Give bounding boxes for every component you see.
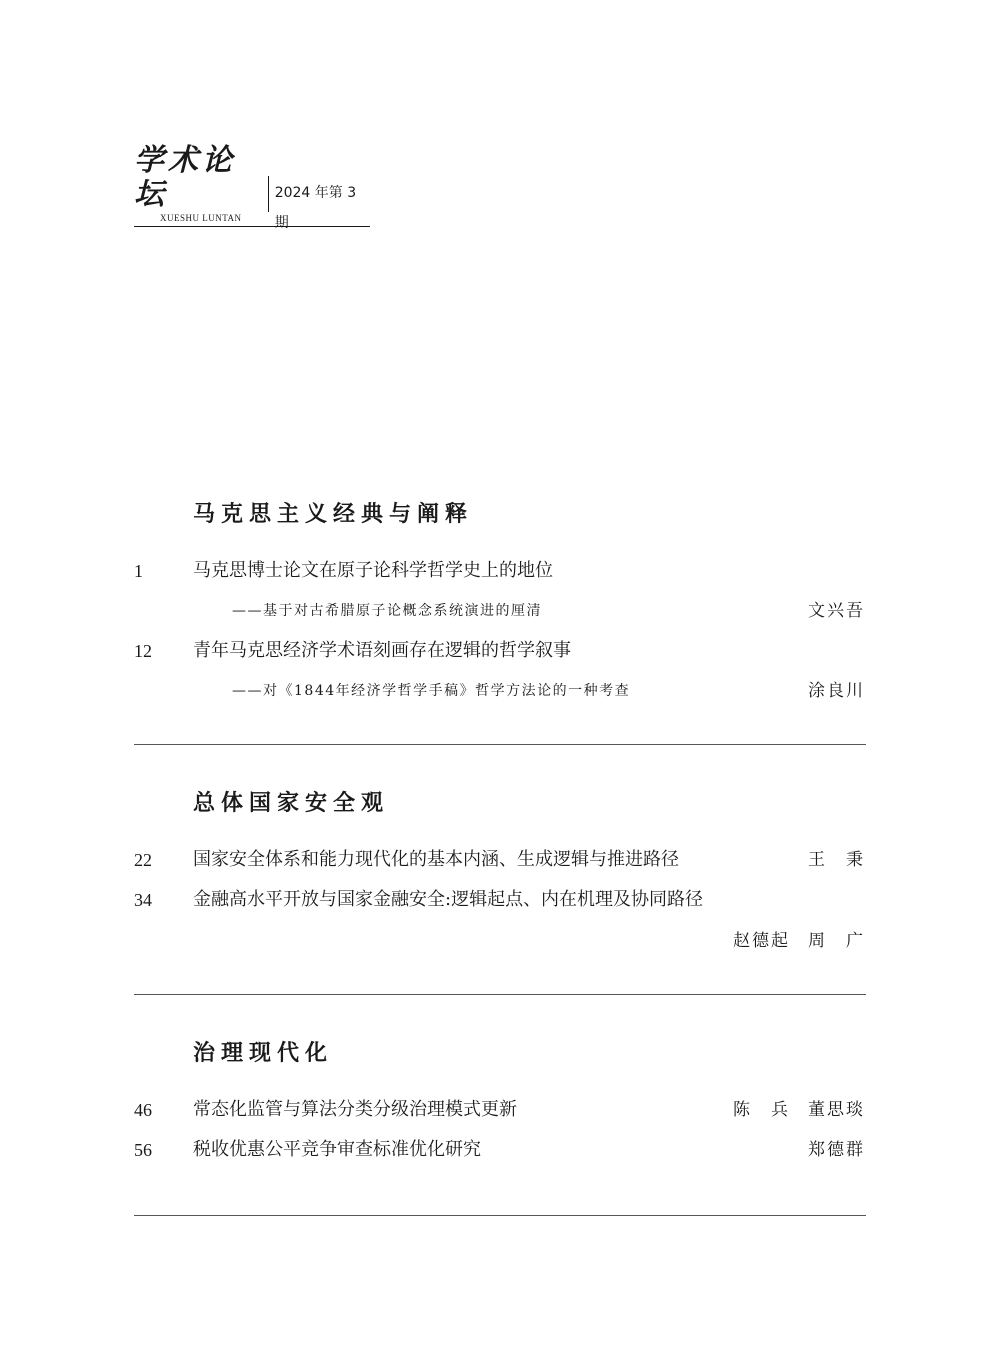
article-title[interactable]: 马克思博士论文在原子论科学哲学史上的地位 [193,560,553,581]
article-title[interactable]: 青年马克思经济学术语刻画存在逻辑的哲学叙事 [193,640,571,661]
article-title[interactable]: 国家安全体系和能力现代化的基本内涵、生成逻辑与推进路径 [193,849,679,870]
journal-pinyin: XUESHU LUNTAN [160,213,242,223]
masthead-divider [268,176,269,212]
article-page-number: 56 [134,1140,152,1160]
article-title[interactable]: 金融高水平开放与国家金融安全:逻辑起点、内在机理及协同路径 [193,889,704,910]
article-author: 周 广 [808,931,865,951]
article-author: 郑德群 [808,1140,865,1160]
article-author: 赵德起 [733,931,790,951]
article-page-number: 1 [134,561,143,581]
section-divider [134,1215,866,1216]
article-page-number: 34 [134,890,152,910]
article-author: 董思琰 [808,1100,865,1120]
article-subtitle: ——对《1844年经济学哲学手稿》哲学方法论的一种考查 [232,683,631,699]
section-divider [134,744,866,745]
journal-masthead [134,143,370,231]
journal-logo: 学术论坛 [134,143,236,212]
section-title: 马克思主义经典与阐释 [193,501,474,527]
article-title[interactable]: 税收优惠公平竞争审查标准优化研究 [193,1139,481,1160]
article-page-number: 22 [134,850,152,870]
article-page-number: 46 [134,1100,152,1120]
article-authors [733,928,865,954]
article-authors [733,1097,865,1123]
article-title[interactable]: 常态化监管与算法分类分级治理模式更新 [193,1099,517,1120]
issue-label: 2024 年第 3 期 [274,185,357,231]
article-subtitle: ——基于对古希腊原子论概念系统演进的厘清 [232,603,542,619]
section-title: 治理现代化 [193,1040,334,1066]
article-author: 文兴吾 [808,601,865,621]
section-divider [134,994,866,995]
article-author: 王 秉 [808,850,865,870]
article-author: 陈 兵 [733,1100,790,1120]
section-title: 总体国家安全观 [193,790,390,816]
article-page-number: 12 [134,641,152,661]
article-author: 涂良川 [808,681,865,701]
